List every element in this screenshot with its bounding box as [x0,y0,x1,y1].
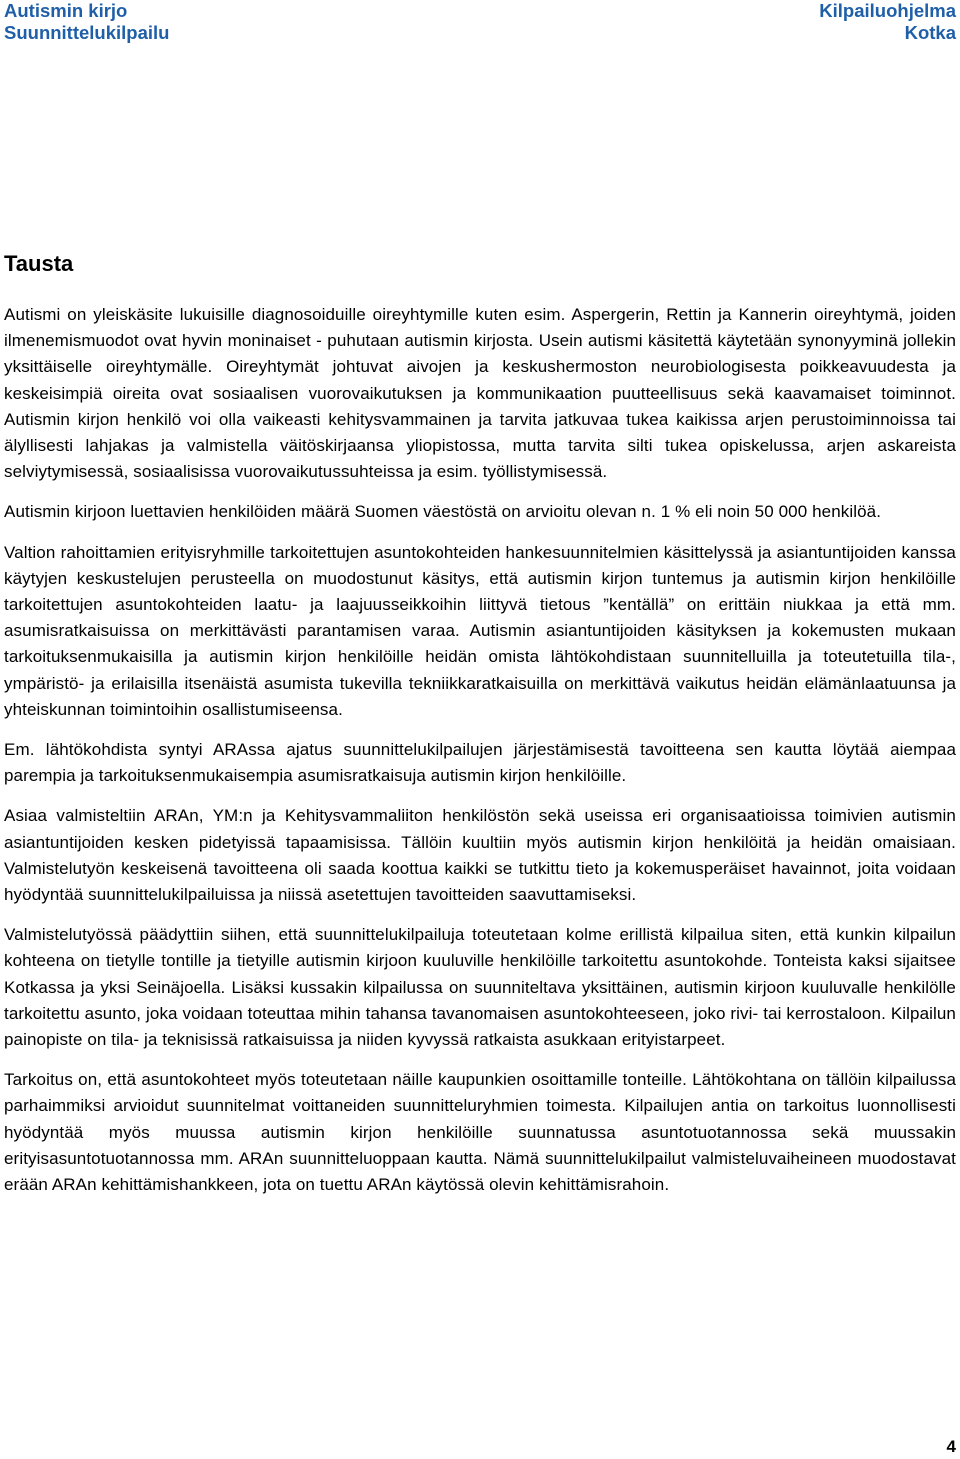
paragraph-competitions: Valmistelutyössä päädyttiin siihen, että suunnittelukilpailuja toteutetaan kolme erillistä kilpailua siten, että kunkin kilpailun kohteena on tietylle tontille ja tietyille autismin kirjoon kuuluville henkilöille tarkoitettu asuntokohde. Tonteista kaksi sijaitsee Kotkassa ja yksi Seinäjoella. Lisäksi kussakin kilpailussa on suunniteltava yksittäinen, autismin kirjoon kuuluvalle henkilölle tarkoitettu asunto, joka voidaan toteuttaa mihin tahansa tavanomaisen asuntokohteeseen, joko rivi- tai kerrostaloon. Kilpailun painopiste on tila- ja teknisissä ratkaisuissa ja niiden kyvyssä ratkaista asukkaan erityistarpeet. [4,925,956,1050]
header-document-subtitle: Suunnittelukilpailu [4,22,170,43]
paragraph-prevalence: Autismin kirjoon luettavien henkilöiden määrä Suomen väestöstä on arvioitu olevan n. 1 % eli noin 50 000 henkilöä. [4,502,882,522]
main-content [4,250,956,1212]
page-header [4,0,956,48]
paragraph-housing-knowledge: Valtion rahoittamien erityisryhmille tarkoitettujen asuntokohteiden hankesuunnitelmien käsittelyssä ja asiantuntijoiden kanssa käytyjen keskustelujen perusteella on muodostunut käsitys, että autismin kirjon tuntemus ja autismin kirjon henkilöille tarkoitettujen asuntokohteiden laatu- ja laajuusseikkoihin liittyvä tietous ”kentällä” on erittäin niukkaa ja että mm. asumisratkaisuissa on merkittävästi parantamisen varaa. Autismin asiantuntijoiden käsityksen ja kokemusten mukaan tarkoituksenmukaisilla ja autismin kirjon henkilöille heidän omista lähtökohdistaan suunnitelluilla ja toteutetuilla tila-, ympäristö- ja erilaisilla itsenäistä asumista tukevilla tekniikkaratkaisuilla on merkittävä vaikutus heidän elämänlaatuunsa ja yhteiskunnan toimintoihin osallistumiseensa. [4,542,956,719]
header-location: Kotka [904,22,956,43]
paragraph-background: Autismi on yleiskäsite lukuisille diagnosoiduille oireyhtymille kuten esim. Aspergerin, Rettin ja Kannerin oireyhtymä, joiden ilmenemismuodot ovat hyvin moninaiset - puhutaan autismin kirjosta. Usein autismi käsitettä käytetään synonyyminä jollekin yksittäiselle oireyhtymälle. Oireyhtymät johtuvat aivojen ja keskushermoston neurobiologisesta poikkeavuudesta ja keskeisimpiä oireita ovat sosiaalisen vuorovaikutuksen ja kommunikaation puutteellisuus sekä kaavamaiset toiminnot. Autismin kirjon henkilö voi olla vaikeasti kehitysvammainen ja tarvita jatkuvaa tukea kaikissa arjen perustoiminnoissa tai älyllisesti lahjakas ja valmistella väitöskirjaansa yliopistossa, mutta tarvita silti tukea opiskelussa, arjen askareista selviytymisessä, sosiaalisissa vuorovaikutussuhteissa ja esim. työllistymisessä. [4,305,956,482]
page-number: 4 [946,1437,956,1456]
header-document-title: Autismin kirjo [4,0,128,21]
paragraph-preparation: Asiaa valmisteltiin ARAn, YM:n ja Kehitysvammaliiton henkilöstön sekä useissa eri organisaatioissa toimivien autismin asiantuntijoiden kesken pidetyissä tapaamisissa. Tällöin kuultiin myös autismin kirjon henkilöitä ja heidän omaisiaan. Valmistelutyön keskeisenä tavoitteena oli saada koottua kaikki se tutkittu tieto ja kokemusperäiset havainnot, joita voidaan hyödyntää suunnittelukilpailuissa ja niissä asetettujen tavoitteiden saavuttamiseksi. [4,806,956,905]
paragraph-competition-idea: Em. lähtökohdista syntyi ARAssa ajatus suunnittelukilpailujen järjestämisestä tavoitteena sen kautta löytää aiempaa parempia ja tarkoituksenmukaisempia asumisratkaisuja autismin kirjon henkilöille. [4,740,956,786]
header-section-name: Kilpailuohjelma [819,0,956,21]
header-right [819,0,956,44]
paragraph-purpose: Tarkoitus on, että asuntokohteet myös toteutetaan näille kaupunkien osoittamille tonteille. Lähtökohtana on tällöin kilpailussa parhaimmiksi arvioidut suunnitelmat voittaneiden suunnitteluryhmien toimesta. Kilpailujen antia on tarkoitus luonnollisesti hyödyntää myös muussa autismin kirjon henkilöille suunnatussa asuntotuotannossa sekä muussakin erityisasuntotuotannossa mm. ARAn suunnitteluoppaan kautta. Nämä suunnittelukilpailut valmisteluvaiheineen muodostavat erään ARAn kehittämishankkeen, jota on tuettu ARAn käytössä olevin kehittämisrahoin. [4,1070,956,1195]
body-text [4,302,956,1198]
section-title: Tausta [4,251,74,276]
header-left [4,0,169,44]
